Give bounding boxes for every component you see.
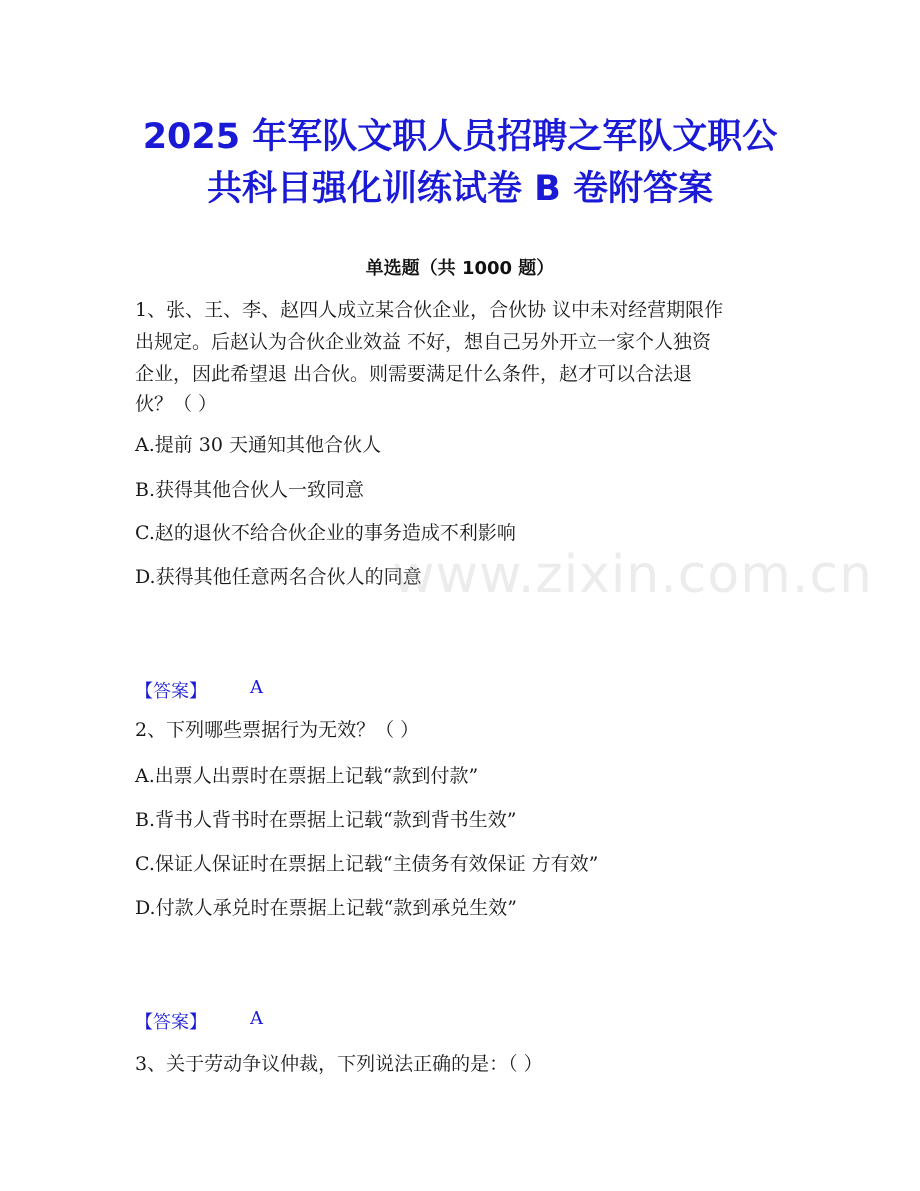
watermark: www.zixin.com.cn [392,545,873,605]
document-title-line-1: 2025 年军队文职人员招聘之军队文职公 [142,117,778,157]
question-1-stem-line-4: 伙？（ ） [135,393,218,415]
question-2-option-d: D.付款人承兑时在票据上记载“款到承兑生效” [135,897,518,919]
question-2-option-a: A.出票人出票时在票据上记载“款到付款” [135,765,479,787]
question-2-option-b: B.背书人背书时在票据上记载“款到背书生效” [135,809,517,831]
question-1-stem-line-3: 企业，因此希望退 出合伙。则需要满足什么条件，赵才可以合法退 [135,363,693,385]
question-1-stem-line-2: 出规定。后赵认为合伙企业效益 不好，想自己另外开立一家个人独资 [135,331,712,353]
question-2-option-c: C.保证人保证时在票据上记载“主债务有效保证 方有效” [135,853,599,875]
document-title-line-2: 共科目强化训练试卷 B 卷附答案 [206,169,714,209]
question-2-answer-label: 【答案】 [135,1012,207,1033]
question-1-answer-label: 【答案】 [135,681,207,702]
question-1-answer-value: A [250,677,263,698]
section-heading: 单选题（共 1000 题） [365,258,555,279]
question-1-option-d: D.获得其他任意两名合伙人的同意 [135,566,422,588]
question-1-option-a: A.提前 30 天通知其他合伙人 [135,434,382,456]
question-1-option-c: C.赵的退伙不给合伙企业的事务造成不利影响 [135,522,516,544]
question-1-stem-line-1: 1、张、王、李、赵四人成立某合伙企业，合伙协 议中未对经营期限作 [135,299,724,321]
question-2-stem-line-1: 2、下列哪些票据行为无效？（ ） [135,719,420,741]
question-1-option-b: B.获得其他合伙人一致同意 [135,479,365,501]
question-2-answer-value: A [250,1008,263,1029]
question-3-stem-line-1: 3、关于劳动争议仲裁，下列说法正确的是：（ ） [135,1053,543,1075]
